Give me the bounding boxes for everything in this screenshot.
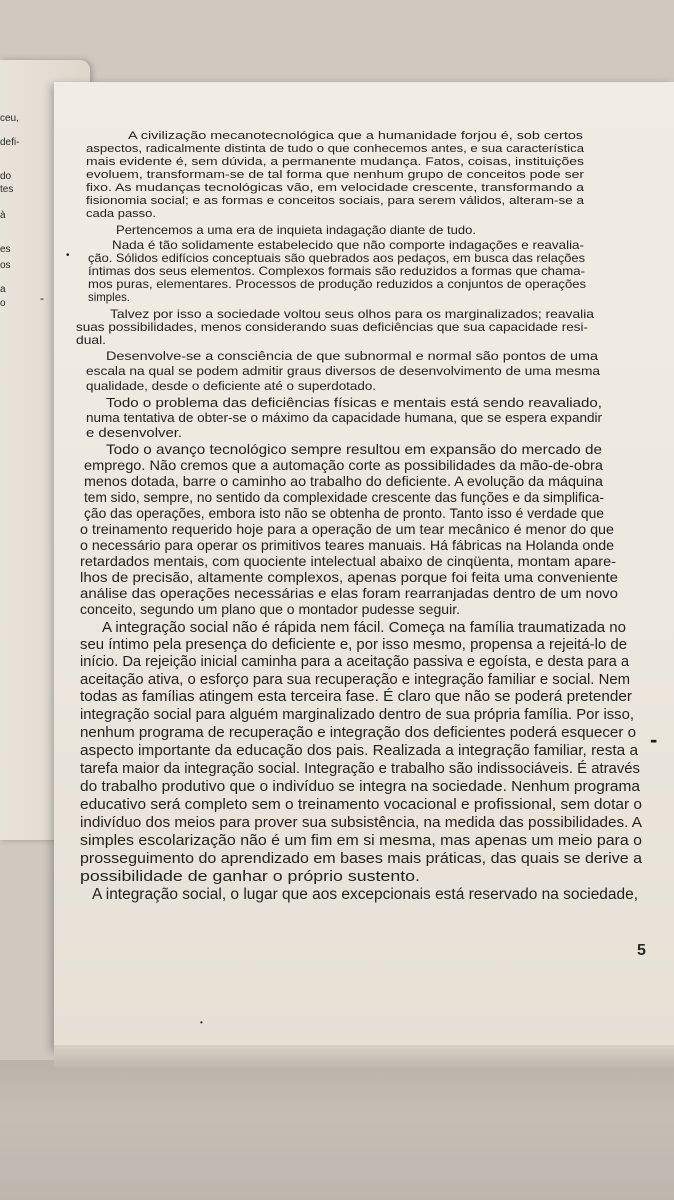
text-line: aceitação ativa, o esforço para sua recuperação e integração familiar e social. Nem bbox=[80, 671, 630, 688]
text-line: aspectos, radicalmente distinta de tudo o que conhecemos antes, e sua característica bbox=[86, 143, 584, 155]
text-line: todas as famílias atingem esta terceira fase. É claro que não se poderá pretender bbox=[80, 688, 632, 705]
text-line: mos puras, elementares. Processos de produção reduzidos a conjuntos de operações bbox=[88, 278, 586, 291]
text-line: A integração social não é rápida nem fácil. Começa na família traumatizada no bbox=[102, 619, 626, 636]
text-line: Nada é tão solidamente estabelecido que não comporte indagações e reavalia- bbox=[112, 239, 584, 252]
text-line: ção das operações, embora isto não se obtenha de pronto. Tanto isso é verdade que bbox=[84, 506, 604, 521]
text-line: Pertencemos a uma era de inquieta indagação diante de tudo. bbox=[116, 224, 476, 237]
text-line: aspecto importante da educação dos pais. Realizada a integração familiar, resta a bbox=[80, 742, 638, 759]
text-line: A integração social, o lugar que aos excepcionais está reservado na sociedade, bbox=[92, 886, 638, 903]
text-line: numa tentativa de obter-se o máximo da capacidade humana, que se espera expandir bbox=[86, 410, 602, 425]
left-fragment: defi- bbox=[0, 137, 20, 148]
text-line: análise das operações necessárias e elas foram rearranjadas dentro de um novo bbox=[80, 586, 618, 601]
text-line: o necessário para operar os primitivos teares manuais. Há fábricas na Holanda onde bbox=[80, 538, 614, 553]
text-line: simples escolarização não é um fim em si mesma, mas apenas um meio para o bbox=[80, 832, 642, 849]
text-line: o treinamento requerido hoje para a operação de um tear mecânico é menor do que bbox=[80, 522, 614, 537]
text-line: evoluem, transformam-se de tal forma que nenhum grupo de conceitos pode ser bbox=[86, 169, 584, 181]
left-fragment: do bbox=[0, 171, 12, 182]
text-line: cada passo. bbox=[86, 208, 156, 220]
text-line: menos dotada, barre o caminho ao trabalho do deficiente. A evolução da máquina bbox=[84, 474, 603, 489]
text-line: escala na qual se podem admitir graus diversos de desenvolvimento de uma mesma bbox=[86, 364, 600, 378]
text-line: tarefa maior da integração social. Integração e trabalho são indissociáveis. É através bbox=[80, 760, 640, 777]
text-line: fixo. As mudanças tecnológicas vão, em velocidade crescente, transformando a bbox=[86, 182, 584, 194]
text-line: lhos de precisão, altamente complexos, apenas porque foi feita uma conveniente bbox=[80, 570, 618, 585]
text-line: Desenvolve-se a consciência de que subnormal e normal são pontos de uma bbox=[106, 349, 598, 363]
text-line: dual. bbox=[76, 333, 106, 347]
text-line: mais evidente é, sem dúvida, a permanente mudança. Fatos, coisas, instituições bbox=[86, 156, 584, 168]
text-line: íntimas dos seus elementos. Complexos formais são reduzidos a formas que chama- bbox=[88, 265, 585, 278]
text-line: do trabalho produtivo que o indivíduo se integra na sociedade. Nenhum programa bbox=[80, 778, 640, 795]
text-line: emprego. Não cremos que a automação corte as possibilidades da mão-de-obra bbox=[84, 458, 603, 473]
left-fragment: à bbox=[0, 210, 6, 221]
text-line: e desenvolver. bbox=[86, 425, 182, 440]
text-line: Todo o avanço tecnológico sempre resultou em expansão do mercado de bbox=[106, 442, 602, 457]
text-line: retardados mentais, com quociente intelectual abaixo de cinqüenta, montam apare- bbox=[80, 554, 616, 569]
text-line: qualidade, desde o deficiente até o superdotado. bbox=[86, 379, 376, 393]
text-line: tem sido, sempre, no sentido da complexidade crescente das funções e da simplifica- bbox=[84, 490, 604, 505]
text-line: indivíduo dos meios para prover sua subsistência, na medida das possibilidades. A bbox=[80, 814, 642, 831]
text-line: simples. bbox=[88, 291, 130, 304]
text-line: seu íntimo pela presença do deficiente e, por isso mesmo, propensa a rejeitá-lo de bbox=[80, 636, 627, 653]
stray-mark: - bbox=[650, 727, 658, 752]
left-fragment: es bbox=[0, 244, 11, 255]
text-line: ção. Sólidos edifícios conceptuais são quebrados aos pedaços, em busca das relações bbox=[88, 252, 585, 265]
left-fragment: os bbox=[0, 260, 11, 271]
text-line: nenhum programa de recuperação e integração dos deficientes poderá esquecer o bbox=[80, 724, 636, 741]
page-number: 5 bbox=[637, 942, 646, 959]
text-line: fisionomia social; e as formas e conceitos sociais, para serem válidos, alteram-se a bbox=[86, 195, 584, 207]
text-line: prosseguimento do aprendizado em bases mais práticas, das quais se derive a bbox=[80, 850, 642, 867]
text-line: início. Da rejeição inicial caminha para a aceitação passiva e egoísta, e desta para a bbox=[80, 653, 629, 670]
left-fragment: ceu, bbox=[0, 113, 19, 124]
left-fragment: tes bbox=[0, 184, 14, 195]
text-line: educativo será completo sem o treinamento vocacional e profissional, sem dotar o bbox=[80, 796, 642, 813]
stray-mark: - bbox=[40, 291, 44, 305]
stray-mark: • bbox=[66, 250, 70, 261]
left-fragment: a bbox=[0, 284, 6, 295]
text-line: possibilidade de ganhar o próprio sustento. bbox=[80, 868, 420, 885]
text-line: A civilização mecanotecnológica que a humanidade forjou é, sob certos bbox=[128, 130, 583, 142]
text-line: conceito, segundo um plano que o montador pudesse seguir. bbox=[80, 602, 460, 617]
left-fragment: o bbox=[0, 298, 6, 309]
text-line: Talvez por isso a sociedade voltou seus olhos para os marginalizados; reavalia bbox=[110, 307, 594, 321]
text-line: suas possibilidades, menos considerando suas deficiências que sua capacidade resi- bbox=[76, 320, 588, 334]
stray-mark: • bbox=[200, 1018, 203, 1027]
text-line: Todo o problema das deficiências físicas e mentais está sendo reavaliado, bbox=[106, 395, 602, 410]
text-line: integração social para alguém marginalizado dentro de sua própria família. Por isso, bbox=[80, 706, 634, 723]
